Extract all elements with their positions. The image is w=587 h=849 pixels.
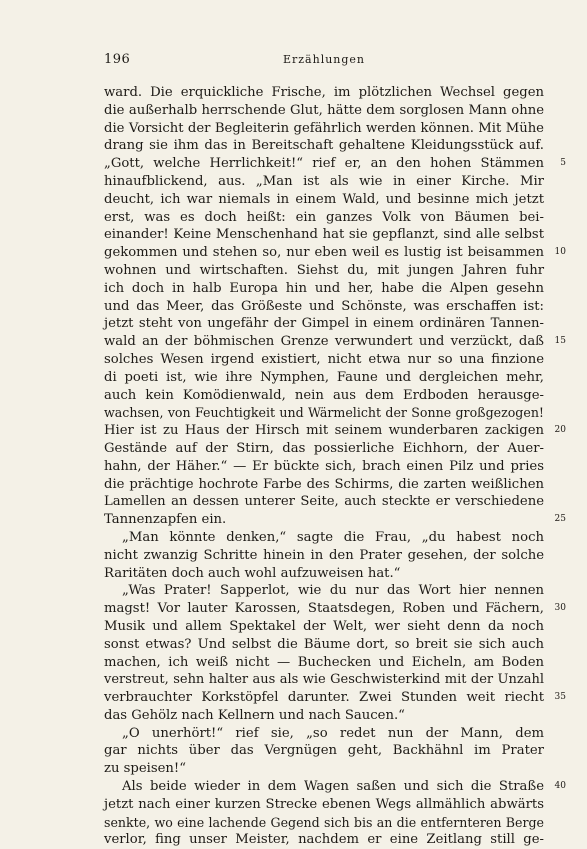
text-line [104, 600, 566, 618]
text-line [104, 137, 544, 155]
text-line [104, 351, 544, 369]
text-line-content: die außerhalb herrschende Glut, hätte dem sorglosen Mann ohne [104, 102, 544, 118]
text-line [104, 493, 544, 511]
text-line-content: gekommen und stehen so, nur eben weil es lustig ist beisammen [104, 245, 544, 261]
text-line [104, 244, 566, 262]
text-line [104, 778, 566, 796]
line-number: 10 [554, 247, 566, 258]
page-number: 196 [104, 52, 131, 67]
text-line [104, 476, 544, 494]
text-line [104, 707, 544, 725]
text-line [104, 280, 544, 298]
text-line-content: Als beide wieder in dem Wagen saßen und sich die Straße [122, 779, 544, 795]
text-line [104, 511, 566, 529]
text-line [104, 742, 544, 760]
text-line-content: „Gott, welche Herrlichkeit!“ rief er, an den hohen Stämmen [104, 156, 544, 172]
text-line-content: die Vorsicht der Begleiterin gefährlich werden können. Mit Mühe [104, 120, 544, 136]
line-number: 25 [554, 514, 566, 525]
text-line [104, 547, 544, 565]
text-line-content: sonst etwas? Und selbst die Bäume dort, so breit sie sich auch [104, 636, 544, 652]
text-line [104, 725, 544, 743]
page-header [104, 52, 544, 70]
text-line-content: Lamellen an dessen unterer Seite, auch steckte er verschiedene [104, 494, 544, 510]
body-text [104, 84, 566, 849]
text-line [104, 315, 544, 333]
text-line [104, 760, 544, 778]
text-line-content: „O unerhört!“ rief sie, „so redet nun der Mann, dem [122, 725, 544, 741]
text-line [104, 422, 566, 440]
text-line [104, 209, 544, 227]
text-line-content: zu speisen!“ [104, 761, 186, 777]
text-line [104, 671, 544, 689]
line-number: 35 [554, 692, 566, 703]
line-number: 20 [554, 425, 566, 436]
text-line-content: nicht zwanzig Schritte hinein in den Prater gesehen, der solche [104, 547, 544, 563]
text-line-content: einander! Keine Menschenhand hat sie gepflanzt, sind alle selbst [104, 227, 544, 243]
text-line-content: Raritäten doch auch wohl aufzuweisen hat.“ [104, 565, 401, 581]
text-line [104, 102, 544, 120]
text-line [104, 369, 544, 387]
text-line [104, 173, 544, 191]
text-line [104, 226, 544, 244]
text-line-content: Musik und allem Spektakel der Welt, wer sieht denn da noch [104, 618, 544, 634]
text-line-content: solches Wesen irgend existiert, nicht etwa nur so una finzione [104, 351, 544, 367]
text-line-content: wachsen, von Feuchtigkeit und Wärmelicht der Sonne großgezogen! [104, 405, 544, 421]
text-line-content: di poeti ist, wie ihre Nymphen, Faune und dergleichen mehr, [104, 369, 544, 385]
text-line-content: Tannenzapfen ein. [104, 512, 227, 528]
text-line [104, 458, 544, 476]
text-line-content: gar nichts über das Vergnügen geht, Backhähnl im Prater [104, 743, 544, 759]
text-line-content: wohnen und wirtschaften. Siehst du, mit jungen Jahren fuhr [104, 262, 544, 278]
text-line [104, 582, 544, 600]
text-line [104, 191, 544, 209]
text-line-content: machen, ich weiß nicht — Buchecken und Eicheln, am Boden [104, 654, 544, 670]
text-line [104, 689, 566, 707]
text-line-content: erst, was es doch heißt: ein ganzes Volk von Bäumen bei- [104, 209, 544, 225]
text-line-content: hahn, der Häher.“ — Er bückte sich, brach einen Pilz und pries [104, 458, 544, 474]
text-line-content: Hier ist zu Haus der Hirsch mit seinem wunderbaren zackigen [104, 423, 544, 439]
text-line [104, 831, 544, 849]
text-line [104, 636, 544, 654]
line-number: 5 [560, 158, 566, 169]
text-line [104, 404, 544, 422]
text-line-content: Gestände auf der Stirn, das possierliche Eichhorn, der Auer- [104, 440, 544, 456]
text-line [104, 84, 544, 102]
line-number: 15 [554, 336, 566, 347]
text-line-content: und das Meer, das Größeste und Schönste, was erschaffen ist: [104, 298, 544, 314]
text-line-content: verstreut, sehn halter aus als wie Geschwisterkind mit der Unzahl [104, 672, 544, 688]
text-line [104, 565, 544, 583]
text-line-content: verbrauchter Korkstöpfel darunter. Zwei Stunden weit riecht [104, 690, 544, 706]
text-line-content: jetzt steht von ungefähr der Gimpel in einem ordinären Tannen- [104, 316, 544, 332]
text-line-content: ich doch in halb Europa hin und her, habe die Alpen gesehn [104, 280, 544, 296]
line-number: 40 [554, 781, 566, 792]
text-line-content: „Man könnte denken,“ sagte die Frau, „du habest noch [122, 529, 544, 545]
text-line [104, 298, 544, 316]
text-line-content: magst! Vor lauter Karossen, Staatsdegen, Roben und Fächern, [104, 601, 544, 617]
text-line [104, 618, 544, 636]
text-line-content: senkte, wo eine lachende Gegend sich bis an die entfernteren Berge [104, 814, 544, 830]
text-line [104, 387, 544, 405]
text-line [104, 120, 544, 138]
text-line [104, 262, 544, 280]
text-line [104, 155, 566, 173]
text-line-content: das Gehölz nach Kellnern und nach Saucen.“ [104, 707, 405, 723]
text-line [104, 333, 566, 351]
text-line-content: verlor, fing unser Meister, nachdem er eine Zeitlang still ge- [104, 832, 544, 848]
text-line-content: die prächtige hochrote Farbe des Schirms, die zarten weißlichen [104, 476, 544, 492]
text-line [104, 529, 544, 547]
text-line-content: wald an der böhmischen Grenze verwundert und verzückt, daß [104, 334, 544, 350]
text-line [104, 440, 544, 458]
text-line-content: „Was Prater! Sapperlot, wie du nur das Wort hier nennen [122, 583, 544, 599]
text-line-content: hinaufblickend, aus. „Man ist als wie in einer Kirche. Mir [104, 173, 544, 189]
text-line-content: drang sie ihm das in Bereitschaft gehaltene Kleidungsstück auf. [104, 138, 544, 154]
line-number: 30 [554, 603, 566, 614]
text-line [104, 796, 544, 814]
running-title: Erzählungen [282, 53, 366, 66]
text-line [104, 814, 544, 832]
text-line [104, 654, 544, 672]
text-line-content: jetzt nach einer kurzen Strecke ebenen Wegs allmählich abwärts [104, 796, 544, 812]
text-line-content: auch kein Komödienwald, nein aus dem Erdboden herausge- [104, 387, 544, 403]
text-line-content: deucht, ich war niemals in einem Wald, und besinne mich jetzt [104, 191, 544, 207]
text-line-content: ward. Die erquickliche Frische, im plötzlichen Wechsel gegen [104, 85, 544, 100]
